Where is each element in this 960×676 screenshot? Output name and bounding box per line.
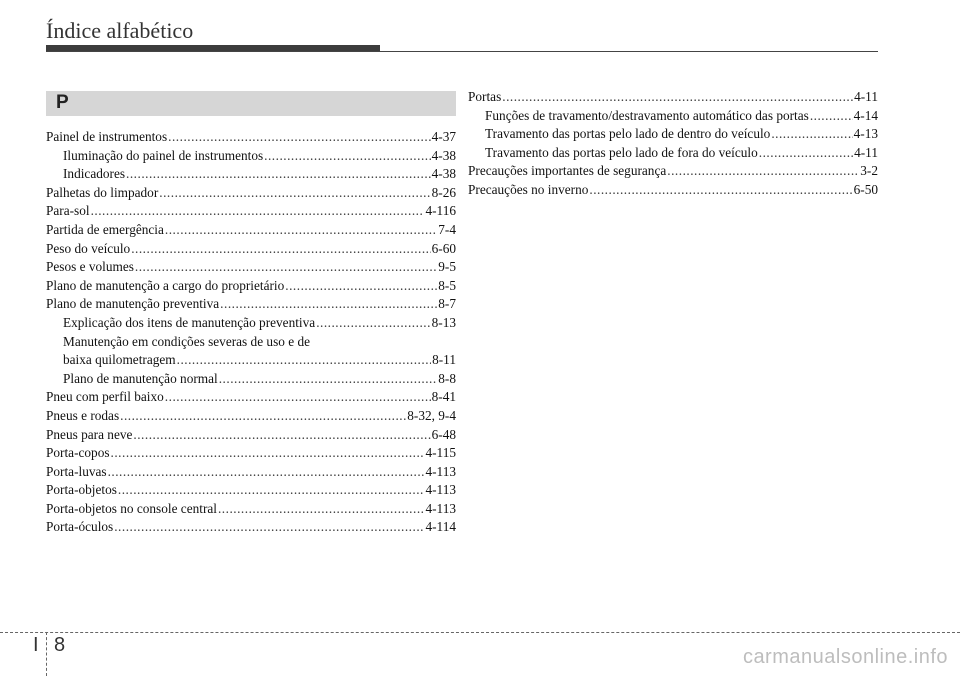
index-entry-text: Plano de manutenção preventiva: [46, 296, 220, 312]
dot-leader: [165, 221, 437, 240]
index-entry-text: Precauções importantes de segurança: [468, 163, 667, 179]
dot-leader: [667, 162, 859, 181]
index-entry-page: 4-38: [431, 166, 456, 182]
dot-leader: [177, 351, 431, 370]
dot-leader: [285, 277, 437, 296]
dot-leader: [126, 165, 431, 184]
index-entry-page: 4-113: [425, 463, 456, 479]
index-entry: [46, 165, 456, 184]
index-entry-page: 4-37: [431, 129, 456, 144]
index-entry-page: 4-11: [854, 89, 878, 104]
index-entry-text: Porta-óculos: [46, 519, 114, 535]
watermark: carmanualsonline.info: [742, 646, 948, 668]
index-entry-page: 8-11: [432, 352, 456, 368]
dot-leader: [502, 88, 853, 107]
index-entry-page: 6-60: [431, 240, 456, 256]
index-entry-text: Porta-objetos no console central: [46, 500, 217, 516]
dot-leader: [120, 407, 406, 426]
index-entry-text: Pneu com perfil baixo: [46, 389, 164, 405]
index-entry: [46, 407, 456, 426]
index-entry: [46, 295, 456, 314]
index-entry-text: Pneus para neve: [46, 426, 133, 442]
index-entry-text: Iluminação do painel de instrumentos: [63, 147, 264, 163]
index-entry: [468, 162, 878, 181]
index-entry: [46, 481, 456, 500]
dot-leader: [264, 147, 430, 166]
index-entry-text: Pesos e volumes: [46, 259, 134, 275]
index-entry-text: Funções de travamento/destravamento automático das portas: [485, 107, 809, 123]
index-column-left: [46, 128, 456, 537]
dot-leader: [168, 128, 430, 147]
index-entry: [46, 314, 456, 333]
index-entry: [468, 181, 878, 200]
section-letter: P: [56, 92, 69, 113]
dot-leader: [159, 184, 430, 203]
index-entry: [46, 240, 456, 259]
index-entry-page: 4-113: [425, 482, 456, 498]
index-entry-text: Travamento das portas pelo lado de fora do veículo: [485, 144, 758, 160]
index-entry-text: Manutenção em condições severas de uso e de: [63, 333, 311, 349]
index-entry: [46, 128, 456, 147]
title-rule-thin: [46, 51, 878, 52]
index-entry: [468, 88, 878, 107]
index-entry: [46, 184, 456, 203]
index-entry: [46, 221, 456, 240]
index-entry: [46, 258, 456, 277]
index-entry-page: 8-7: [438, 296, 456, 312]
index-entry-text: Partida de emergência: [46, 221, 164, 237]
dot-leader: [131, 240, 430, 259]
dot-leader: [220, 295, 437, 314]
dot-leader: [810, 107, 853, 126]
index-entry-page: 6-48: [431, 426, 456, 442]
dot-leader: [133, 426, 430, 445]
index-entry-page: 8-13: [431, 314, 456, 330]
index-entry-text: Palhetas do limpador: [46, 184, 159, 200]
dot-leader: [316, 314, 430, 333]
index-entry-text: Explicação dos itens de manutenção preventiva: [63, 314, 316, 330]
index-entry-page: 8-8: [438, 370, 456, 386]
index-entry-text: Porta-objetos: [46, 482, 117, 498]
dot-leader: [135, 258, 437, 277]
index-entry: [46, 333, 456, 352]
dot-leader: [91, 202, 425, 221]
dot-leader: [111, 444, 425, 463]
index-entry-page: 4-11: [854, 144, 878, 160]
index-entry-page: 8-26: [431, 184, 456, 200]
dot-leader: [218, 500, 425, 519]
index-entry-page: 8-32, 9-4: [407, 407, 456, 423]
dot-leader: [114, 518, 424, 537]
index-entry-text: Porta-copos: [46, 445, 110, 461]
index-entry: [46, 426, 456, 445]
footer-section-letter: I: [33, 634, 39, 656]
index-entry-page: 4-114: [425, 519, 456, 535]
section-header-bar: [46, 91, 456, 116]
page-title: Índice alfabético: [46, 18, 194, 43]
index-column-right: [468, 88, 878, 200]
index-entry-page: 7-4: [438, 221, 456, 237]
index-entry: [468, 125, 878, 144]
index-entry-text: Painel de instrumentos: [46, 129, 168, 144]
index-entry-text: Precauções no inverno: [468, 181, 589, 197]
footer-divider: [0, 632, 960, 633]
index-entry-page: 6-50: [853, 181, 878, 197]
index-entry: [46, 202, 456, 221]
index-entry-text: baixa quilometragem: [63, 352, 176, 368]
index-entry-page: 9-5: [438, 259, 456, 275]
dot-leader: [759, 144, 853, 163]
index-entry: [468, 107, 878, 126]
index-entry: [46, 500, 456, 519]
dot-leader: [219, 370, 438, 389]
index-entry: [46, 518, 456, 537]
index-entry-text: Portas: [468, 89, 502, 104]
index-entry: [46, 351, 456, 370]
index-entry-text: Indicadores: [63, 166, 126, 182]
index-entry-text: Peso do veículo: [46, 240, 131, 256]
index-entry-page: 3-2: [860, 163, 878, 179]
dot-leader: [118, 481, 425, 500]
index-entry-text: Porta-luvas: [46, 463, 107, 479]
index-entry-page: 8-41: [431, 389, 456, 405]
footer-margin-line: [46, 632, 47, 676]
index-entry-page: 4-116: [425, 203, 456, 219]
index-entry-text: Pneus e rodas: [46, 407, 120, 423]
index-entry-text: Para-sol: [46, 203, 90, 219]
index-entry-page: 4-38: [431, 147, 456, 163]
dot-leader: [108, 463, 425, 482]
index-entry: [46, 388, 456, 407]
index-entry-text: Plano de manutenção a cargo do proprietário: [46, 277, 285, 293]
index-entry: [46, 147, 456, 166]
index-entry: [46, 370, 456, 389]
index-entry: [46, 277, 456, 296]
dot-leader: [589, 181, 852, 200]
index-entry-text: Travamento das portas pelo lado de dentro do veículo: [485, 126, 771, 142]
index-entry-page: 4-115: [425, 445, 456, 461]
index-entry: [46, 444, 456, 463]
index-entry: [46, 463, 456, 482]
index-entry-page: 8-5: [438, 277, 456, 293]
index-entry-page: 4-113: [425, 500, 456, 516]
index-entry-page: 4-14: [853, 107, 878, 123]
index-entry: [468, 144, 878, 163]
dot-leader: [771, 125, 852, 144]
index-entry-page: 4-13: [853, 126, 878, 142]
footer-page-number: 8: [54, 634, 66, 656]
index-entry-text: Plano de manutenção normal: [63, 370, 218, 386]
dot-leader: [165, 388, 431, 407]
